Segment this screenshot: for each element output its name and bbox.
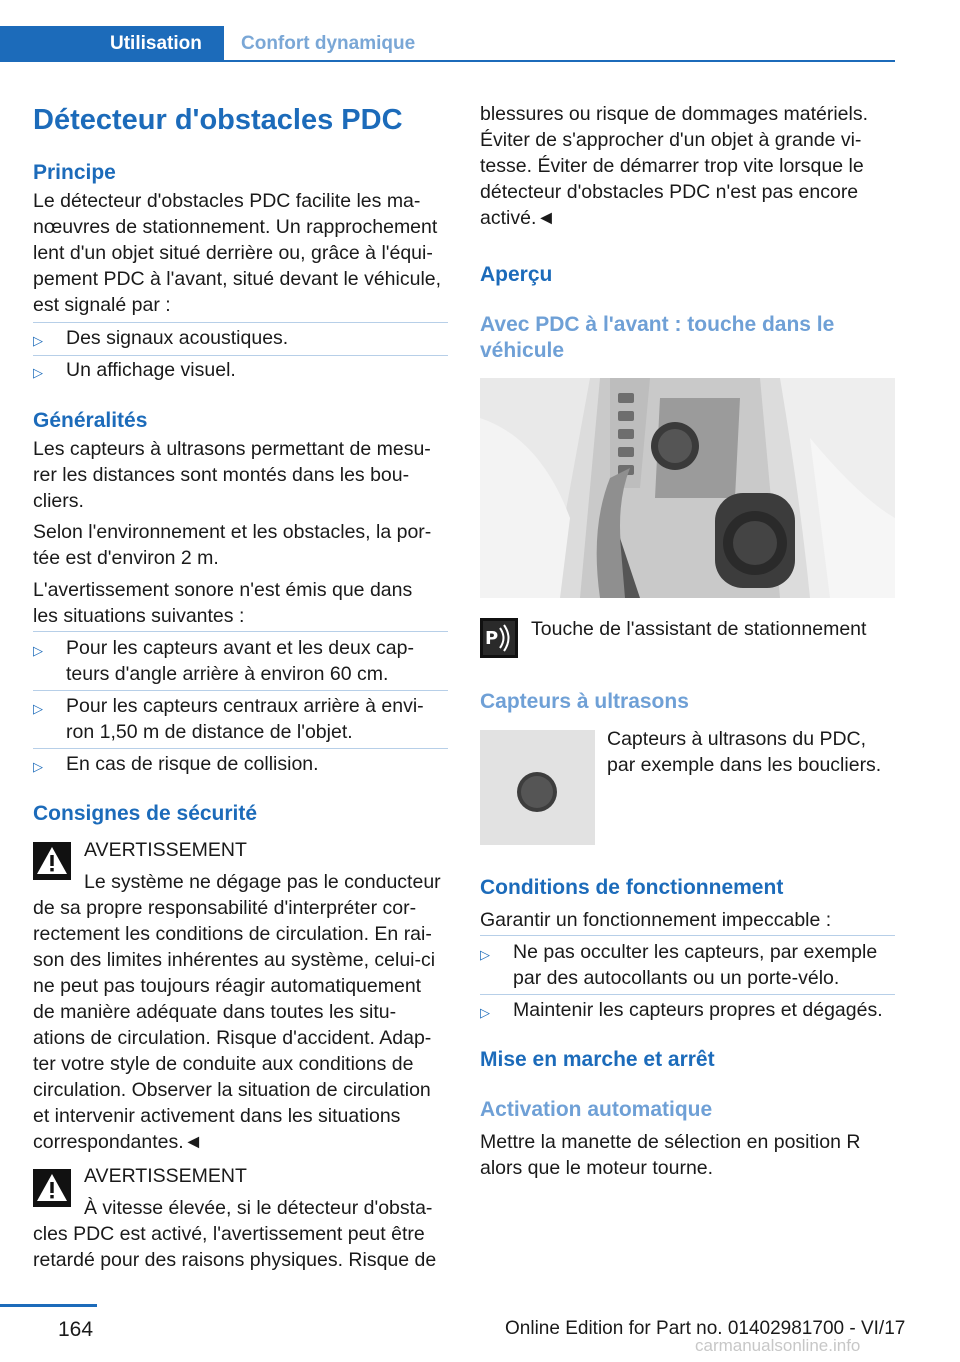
heading-avec-pdc-line2: véhicule xyxy=(480,339,565,362)
paragraph-line: blessures ou risque de dommages matériels. xyxy=(480,103,869,125)
paragraph-line: est signalé par : xyxy=(33,294,171,316)
warning-title: AVERTISSEMENT xyxy=(84,839,247,861)
bullet-triangle-icon: ▷ xyxy=(33,333,43,348)
center-console-photo xyxy=(480,378,895,598)
bullet-triangle-icon: ▷ xyxy=(33,759,43,774)
warning-line: de sa propre responsabilité d'interpréter cor‐ xyxy=(33,897,417,919)
warning-icon xyxy=(33,842,71,880)
paragraph-line: tée est d'environ 2 m. xyxy=(33,547,219,569)
paragraph-line: nœuvres de stationnement. Un rapprochement xyxy=(33,216,438,238)
warning-icon xyxy=(33,1169,71,1207)
heading-generalites: Généralités xyxy=(33,409,148,432)
header-rule xyxy=(224,60,895,62)
page-header xyxy=(0,26,895,62)
paragraph-line: cliers. xyxy=(33,490,84,512)
paragraph-line: L'avertissement sonore n'est émis que dans xyxy=(33,579,413,601)
paragraph-line: Éviter de s'approcher d'un objet à grande vi‐ xyxy=(480,129,862,151)
paragraph-line: tesse. Éviter de démarrer trop vite lorsque le xyxy=(480,155,864,177)
paragraph-line: alors que le moteur tourne. xyxy=(480,1157,714,1179)
heading-securite: Consignes de sécurité xyxy=(33,802,258,825)
warning-line: et intervenir activement dans les situations xyxy=(33,1105,401,1127)
heading-capteurs: Capteurs à ultrasons xyxy=(480,690,689,713)
warning-line: son des limites inhérentes au système, celui-ci xyxy=(33,949,436,971)
list-separator xyxy=(480,935,895,936)
warning-line: ne peut pas toujours réagir automatiquement xyxy=(33,975,422,997)
paragraph-line: détecteur d'obstacles PDC n'est pas encore xyxy=(480,181,859,203)
heading-activation: Activation automatique xyxy=(480,1098,713,1121)
page-number: 164 xyxy=(58,1318,94,1341)
warning-line: cles PDC est activé, l'avertissement peut être xyxy=(33,1223,425,1245)
heading-avec-pdc: Avec PDC à l'avant : touche dans le xyxy=(480,313,835,336)
bullet-triangle-icon: ▷ xyxy=(33,701,43,716)
list-separator xyxy=(33,631,448,632)
paragraph-line: Capteurs à ultrasons du PDC, xyxy=(607,728,867,750)
paragraph-line: les situations suivantes : xyxy=(33,605,245,627)
warning-title: AVERTISSEMENT xyxy=(84,1165,247,1187)
watermark: carmanualsonline.info xyxy=(695,1336,861,1355)
bullet-triangle-icon: ▷ xyxy=(480,947,490,962)
paragraph-line: Selon l'environnement et les obstacles, la por‐ xyxy=(33,521,432,543)
tab-confort-dynamique[interactable]: Confort dynamique xyxy=(241,33,416,54)
ultrasonic-sensor-photo xyxy=(480,730,595,845)
heading-mise-en-marche: Mise en marche et arrêt xyxy=(480,1048,715,1071)
bullet-triangle-icon: ▷ xyxy=(33,643,43,658)
svg-text:P: P xyxy=(485,628,499,649)
warning-line: rectement les conditions de circulation. En rai‐ xyxy=(33,923,432,945)
paragraph-line: lent d'un objet situé derrière ou, grâce à l'équi‐ xyxy=(33,242,433,264)
tab-utilisation[interactable]: Utilisation xyxy=(0,26,224,62)
paragraph-line: Mettre la manette de sélection en position R xyxy=(480,1131,861,1153)
heading-conditions: Conditions de fonctionnement xyxy=(480,876,784,899)
paragraph-line: pement PDC à l'avant, situé devant le véhicule, xyxy=(33,268,442,290)
warning-line: Le système ne dégage pas le conducteur xyxy=(84,871,441,893)
paragraph-line: par exemple dans les boucliers. xyxy=(607,754,882,776)
paragraph-line: activé.◄ xyxy=(480,207,556,229)
warning-line: retardé pour des raisons physiques. Risque de xyxy=(33,1249,437,1271)
warning-line: ter votre style de conduite aux conditions de xyxy=(33,1053,414,1075)
warning-line: ations de circulation. Risque d'accident. Adap‐ xyxy=(33,1027,432,1049)
paragraph-line: Le détecteur d'obstacles PDC facilite les ma‐ xyxy=(33,190,421,212)
warning-line: À vitesse élevée, si le détecteur d'obsta‐ xyxy=(84,1197,433,1219)
list-separator xyxy=(480,994,895,995)
list-separator xyxy=(33,690,448,691)
list-separator xyxy=(33,322,448,323)
list-separator xyxy=(33,355,448,356)
heading-apercu: Aperçu xyxy=(480,263,553,286)
paragraph-line: Garantir un fonctionnement impeccable : xyxy=(480,909,832,931)
paragraph-line: Les capteurs à ultrasons permettant de mesu‐ xyxy=(33,438,431,460)
warning-line: circulation. Observer la situation de circulation xyxy=(33,1079,431,1101)
heading-principe: Principe xyxy=(33,161,116,184)
footer-rule xyxy=(0,1304,97,1307)
page-title: Détecteur d'obstacles PDC xyxy=(33,104,403,136)
parking-assistant-button-icon xyxy=(480,618,518,658)
edition-line: Online Edition for Part no. 01402981700 - VI/17 xyxy=(505,1318,906,1339)
warning-line: correspondantes.◄ xyxy=(33,1131,203,1153)
paragraph-line: rer les distances sont montés dans les bou‐ xyxy=(33,464,410,486)
warning-line: de manière adéquate dans toutes les situ‐ xyxy=(33,1001,397,1023)
bullet-triangle-icon: ▷ xyxy=(33,365,43,380)
list-separator xyxy=(33,748,448,749)
button-caption: Touche de l'assistant de stationnement xyxy=(531,618,867,640)
bullet-triangle-icon: ▷ xyxy=(480,1005,490,1020)
